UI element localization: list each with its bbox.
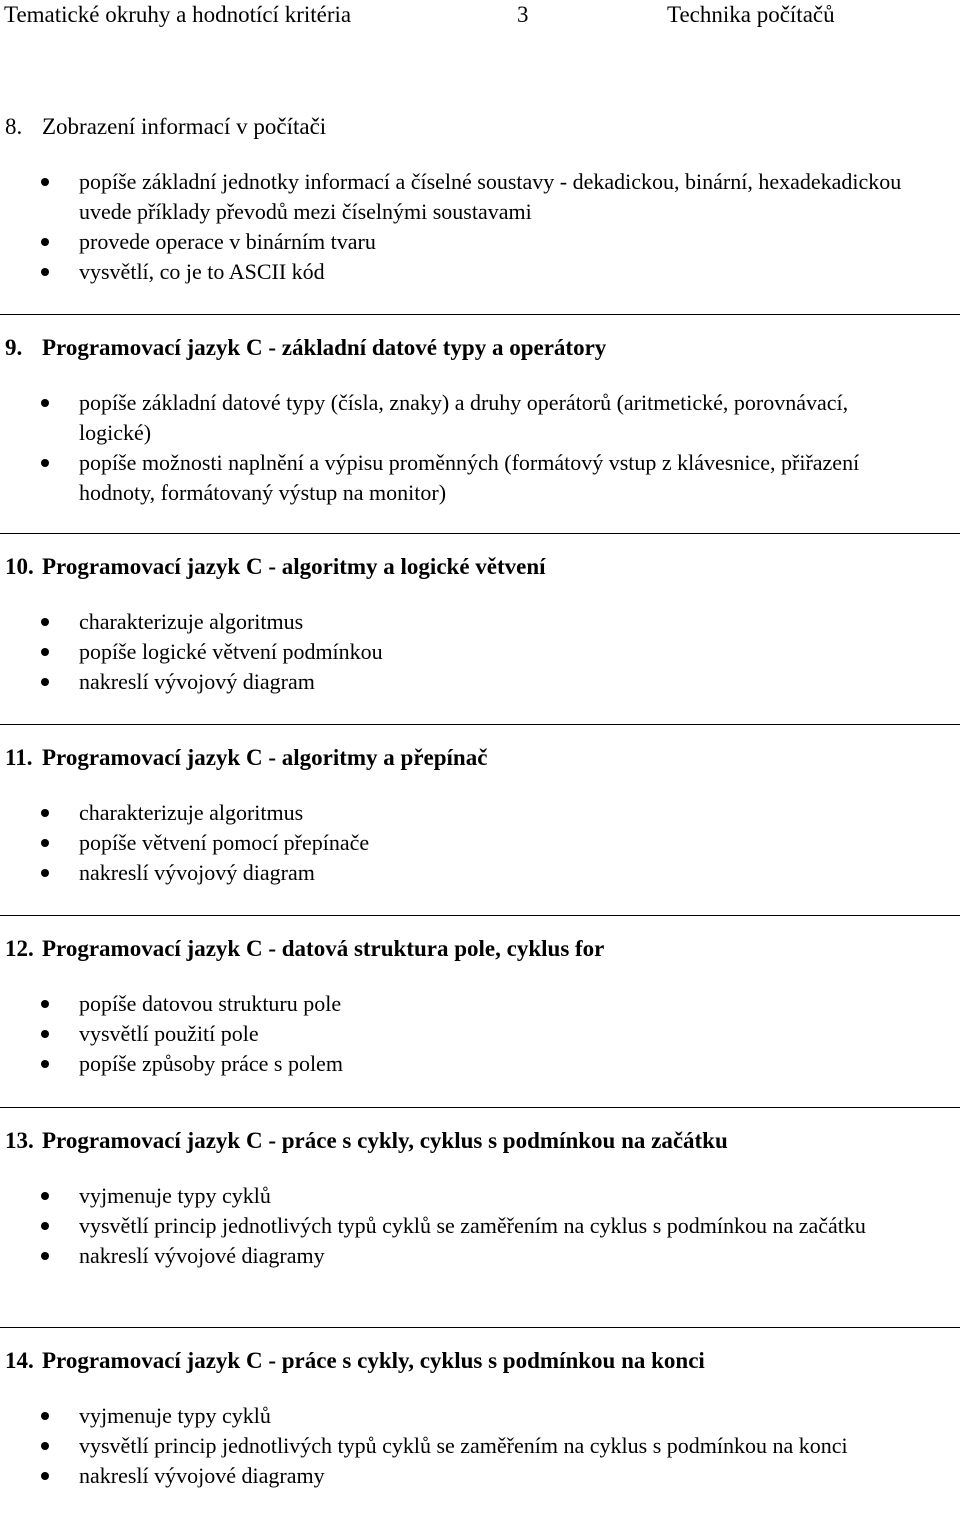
list-item-text: nakreslí vývojové diagramy: [79, 1243, 325, 1268]
bullet-list: [0, 1401, 909, 1491]
section-number: 14.: [5, 1348, 34, 1373]
list-item-text: provede operace v binárním tvaru: [79, 229, 376, 254]
list-item: [0, 1461, 909, 1491]
list-item-text: nakreslí vývojový diagram: [79, 860, 315, 885]
list-item-text: vysvětlí princip jednotlivých typů cyklů se zaměřením na cyklus s podmínkou na konci: [79, 1433, 848, 1458]
bullet-icon: [41, 268, 49, 276]
list-item: [0, 1211, 909, 1241]
section-heading: Programovací jazyk C - základní datové typy a operátory: [42, 335, 607, 360]
section-title: [5, 935, 604, 963]
list-item: [0, 167, 909, 227]
list-item: [0, 448, 909, 508]
list-item-text: vysvětlí princip jednotlivých typů cyklů se zaměřením na cyklus s podmínkou na začátku: [79, 1213, 866, 1238]
bullet-list: [0, 989, 909, 1079]
bullet-icon: [41, 618, 49, 626]
bullet-icon: [41, 1222, 49, 1230]
list-item: [0, 1431, 909, 1461]
list-item-text: nakreslí vývojové diagramy: [79, 1463, 325, 1488]
section-number: 11.: [5, 745, 33, 770]
list-item-text: vyjmenuje typy cyklů: [79, 1403, 271, 1428]
list-item: [0, 388, 909, 448]
section-title: [5, 334, 606, 362]
section-heading: Programovací jazyk C - práce s cykly, cyklus s podmínkou na začátku: [42, 1128, 728, 1153]
section-divider: [0, 1327, 960, 1328]
page-header: [0, 0, 960, 30]
list-item-text: popíše možnosti naplnění a výpisu proměnných (formátový vstup z klávesnice, přiřazení hodnoty, formátovaný výstup na monitor): [79, 450, 860, 505]
list-item: [0, 989, 909, 1019]
bullet-icon: [41, 1472, 49, 1480]
section-heading: Programovací jazyk C - algoritmy a přepínač: [42, 745, 488, 770]
bullet-icon: [41, 1192, 49, 1200]
list-item: [0, 227, 909, 257]
section-number: 13.: [5, 1128, 34, 1153]
bullet-icon: [41, 1000, 49, 1008]
section-title: [5, 1347, 705, 1375]
section-divider: [0, 724, 960, 725]
list-item: [0, 858, 909, 888]
list-item: [0, 607, 909, 637]
list-item-text: nakreslí vývojový diagram: [79, 669, 315, 694]
bullet-icon: [41, 809, 49, 817]
section-divider: [0, 1107, 960, 1108]
list-item-text: popíše základní datové typy (čísla, znaky) a druhy operátorů (aritmetické, porovnávací, logické): [79, 390, 849, 445]
bullet-icon: [41, 238, 49, 246]
list-item: [0, 667, 909, 697]
list-item: [0, 828, 909, 858]
list-item-text: popíše datovou strukturu pole: [79, 991, 342, 1016]
list-item: [0, 1241, 909, 1271]
bullet-icon: [41, 1252, 49, 1260]
bullet-list: [0, 1181, 909, 1271]
list-item: [0, 1049, 909, 1079]
section-heading: Programovací jazyk C - algoritmy a logické větvení: [42, 554, 546, 579]
section-number: 9.: [5, 335, 23, 360]
list-item-text: popíše základní jednotky informací a číselné soustavy - dekadickou, binární, hexadekadickou uvede příklady převodů mezi číselnými soustavami: [79, 169, 902, 224]
list-item-text: charakterizuje algoritmus: [79, 800, 304, 825]
section-divider: [0, 915, 960, 916]
header-document-title: Tematické okruhy a hodnotící kritéria: [4, 2, 352, 27]
bullet-icon: [41, 399, 49, 407]
bullet-icon: [41, 1030, 49, 1038]
section-number: 12.: [5, 936, 34, 961]
list-item-text: popíše logické větvení podmínkou: [79, 639, 383, 664]
section-number: 8.: [5, 114, 23, 139]
list-item-text: popíše způsoby práce s polem: [79, 1051, 343, 1076]
bullet-list: [0, 607, 909, 697]
list-item-text: vyjmenuje typy cyklů: [79, 1183, 271, 1208]
section-title: [5, 744, 487, 772]
section-heading: Zobrazení informací v počítači: [42, 114, 327, 139]
bullet-icon: [41, 1412, 49, 1420]
list-item-text: popíše větvení pomocí přepínače: [79, 830, 370, 855]
section-heading: Programovací jazyk C - datová struktura pole, cyklus for: [42, 936, 605, 961]
list-item: [0, 637, 909, 667]
bullet-icon: [41, 839, 49, 847]
bullet-icon: [41, 1442, 49, 1450]
section-title: [5, 1127, 728, 1155]
section-title: [5, 113, 326, 141]
list-item: [0, 1401, 909, 1431]
list-item-text: vysvětlí použití pole: [79, 1021, 259, 1046]
section-title: [5, 553, 546, 581]
section-number: 10.: [5, 554, 34, 579]
bullet-icon: [41, 869, 49, 877]
bullet-list: [0, 388, 909, 508]
list-item-text: vysvětlí, co je to ASCII kód: [79, 259, 325, 284]
bullet-list: [0, 798, 909, 888]
list-item: [0, 798, 909, 828]
header-page-number: 3: [517, 2, 529, 27]
section-heading: Programovací jazyk C - práce s cykly, cyklus s podmínkou na konci: [42, 1348, 705, 1373]
section-divider: [0, 533, 960, 534]
bullet-list: [0, 167, 909, 287]
list-item-text: charakterizuje algoritmus: [79, 609, 304, 634]
bullet-icon: [41, 459, 49, 467]
list-item: [0, 1181, 909, 1211]
header-subject: Technika počítačů: [667, 2, 835, 27]
section-divider: [0, 314, 960, 315]
list-item: [0, 257, 909, 287]
bullet-icon: [41, 648, 49, 656]
bullet-icon: [41, 678, 49, 686]
list-item: [0, 1019, 909, 1049]
bullet-icon: [41, 178, 49, 186]
bullet-icon: [41, 1060, 49, 1068]
